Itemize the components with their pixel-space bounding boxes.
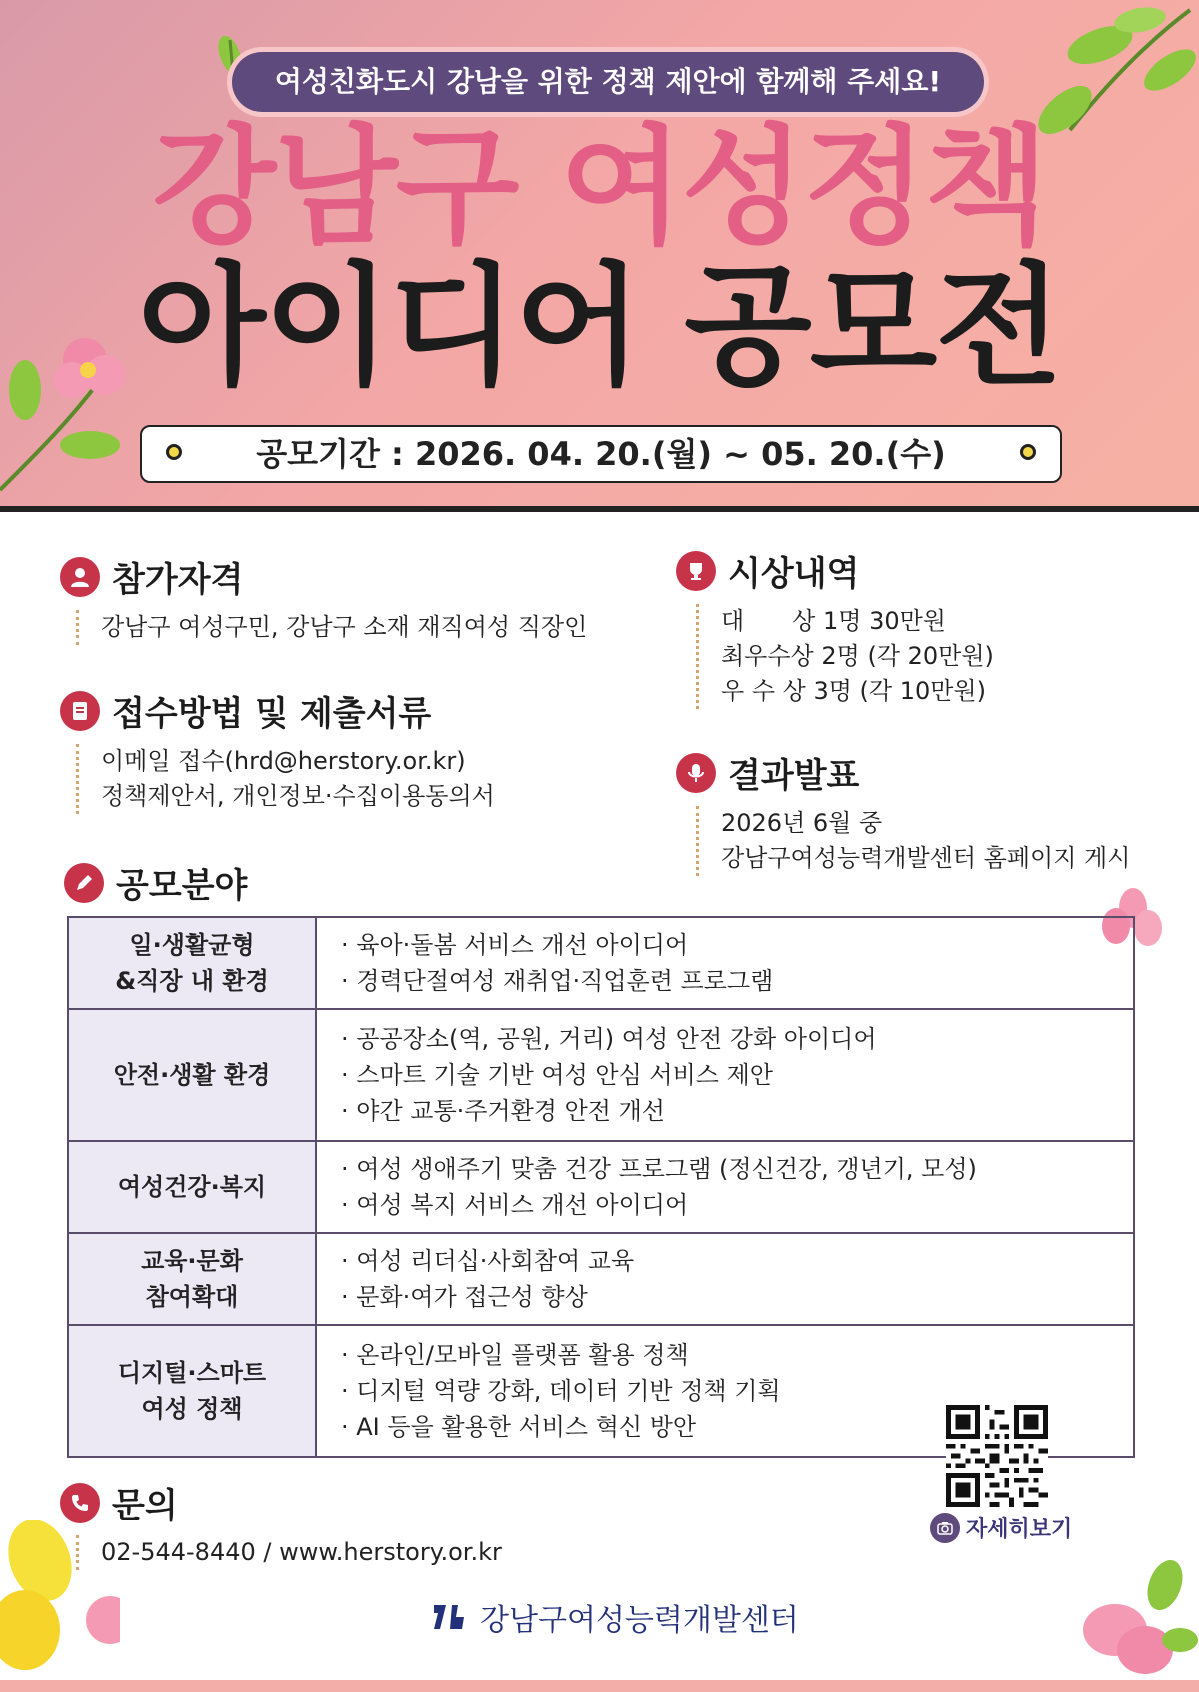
field-item: · 디지털 역량 강화, 데이터 기반 정책 기획: [341, 1377, 781, 1405]
person-icon: [60, 557, 100, 597]
contact-title: 문의: [112, 1486, 178, 1526]
category-cell: [68, 1233, 316, 1325]
camera-icon: [930, 1513, 960, 1543]
results-line-2: 강남구여성능력개발센터 홈페이지 게시: [721, 844, 1131, 872]
table-row: [68, 1009, 1134, 1141]
field-item: · 문화·여가 접근성 향상: [341, 1283, 588, 1311]
category-label: 참여확대: [145, 1283, 239, 1311]
category-label: &직장 내 환경: [115, 967, 269, 995]
results-line-1: 2026년 6월 중: [721, 809, 883, 837]
dot-right-icon: [1020, 444, 1036, 460]
category-label: 여성건강·복지: [117, 1173, 267, 1201]
category-label: 여성 정책: [141, 1395, 243, 1423]
category-cell: [68, 1141, 316, 1233]
awards-heading: [676, 546, 859, 595]
awards-title: 시상내역: [728, 554, 860, 594]
contact-line: 02-544-8440 / www.herstory.or.kr: [101, 1538, 502, 1566]
fields-heading: [64, 858, 247, 907]
field-item: · 여성 리더십·사회참여 교육: [341, 1247, 635, 1275]
submission-line-1: 이메일 접수(hrd@herstory.or.kr): [101, 747, 466, 775]
header: [0, 0, 1199, 508]
field-item: · 온라인/모바일 플랫폼 활용 정책: [341, 1341, 689, 1369]
field-item: · 스마트 기술 기반 여성 안심 서비스 제안: [341, 1061, 773, 1089]
eligibility-title: 참가자격: [112, 560, 244, 600]
field-item: · 여성 복지 서비스 개선 아이디어: [341, 1191, 689, 1219]
title-line-2: 아이디어 공모전: [138, 250, 1061, 404]
yellow-flower-icon: [0, 1520, 120, 1680]
document-icon: [60, 691, 100, 731]
field-item: · 경력단절여성 재취업·직업훈련 프로그램: [341, 967, 774, 995]
field-item: · 여성 생애주기 맞춤 건강 프로그램 (정신건강, 갱년기, 모성): [341, 1155, 977, 1183]
category-cell: [68, 1009, 316, 1141]
pink-flower-icon: [1055, 1560, 1199, 1680]
eligibility-body: [76, 610, 587, 645]
field-item: · 육아·돌봄 서비스 개선 아이디어: [341, 931, 689, 959]
qr-code[interactable]: [946, 1405, 1048, 1507]
award-line-2: 최우수상 2명 (각 20만원): [721, 642, 994, 670]
category-label: 안전·생활 환경: [113, 1061, 271, 1089]
field-item: · 야간 교통·주거환경 안전 개선: [341, 1097, 665, 1125]
results-body: [696, 806, 1130, 876]
category-cell: [68, 917, 316, 1009]
org-name: 강남구여성능력개발센터: [480, 1603, 799, 1638]
results-heading: [676, 748, 859, 797]
table-row: [68, 1233, 1134, 1325]
gangnam-logo-icon: [430, 1599, 470, 1635]
organization: [430, 1595, 799, 1639]
items-cell: [316, 1141, 1134, 1233]
dot-left-icon: [166, 444, 182, 460]
submission-title: 접수방법 및 제출서류: [112, 694, 432, 734]
banner: 여성친화도시 강남을 위한 정책 제안에 함께해 주세요!: [232, 52, 984, 112]
submission-line-2: 정책제안서, 개인정보·수집이용동의서: [101, 782, 495, 810]
more-info-label: 자세히보기: [966, 1517, 1073, 1542]
field-item: · AI 등을 활용한 서비스 혁신 방안: [341, 1413, 697, 1441]
contact-body: [76, 1535, 502, 1570]
table-row: [68, 917, 1134, 1009]
title-line-1: 강남구 여성정책: [152, 113, 1047, 262]
table-row: [68, 1141, 1134, 1233]
category-label: 일·생활균형: [129, 931, 255, 959]
award-line-3: 우 수 상 3명 (각 10만원): [721, 677, 986, 705]
bottom-bar: [0, 1680, 1199, 1692]
submission-body: [76, 744, 495, 814]
items-cell: [316, 1009, 1134, 1141]
phone-icon: [60, 1483, 100, 1523]
items-cell: [316, 917, 1134, 1009]
category-cell: [68, 1325, 316, 1457]
microphone-icon: [676, 753, 716, 793]
submission-heading: [60, 686, 431, 735]
fields-title: 공모분야: [116, 866, 248, 906]
period-text: 공모기간 : 2026. 04. 20.(월) ~ 05. 20.(수): [256, 435, 946, 473]
period-box: [140, 425, 1062, 483]
more-info-link[interactable]: [930, 1512, 1072, 1543]
awards-body: [696, 604, 994, 709]
fields-table: [67, 916, 1135, 1458]
trophy-icon: [676, 551, 716, 591]
pencil-icon: [64, 863, 104, 903]
category-label: 교육·문화: [141, 1247, 243, 1275]
category-label: 디지털·스마트: [117, 1359, 267, 1387]
eligibility-heading: [60, 552, 243, 601]
items-cell: [316, 1233, 1134, 1325]
award-line-1: 대 상 1명 30만원: [721, 607, 946, 635]
eligibility-line: 강남구 여성구민, 강남구 소재 재직여성 직장인: [101, 613, 588, 641]
field-item: · 공공장소(역, 공원, 거리) 여성 안전 강화 아이디어: [341, 1025, 877, 1053]
results-title: 결과발표: [728, 756, 860, 796]
header-divider: [0, 506, 1199, 512]
